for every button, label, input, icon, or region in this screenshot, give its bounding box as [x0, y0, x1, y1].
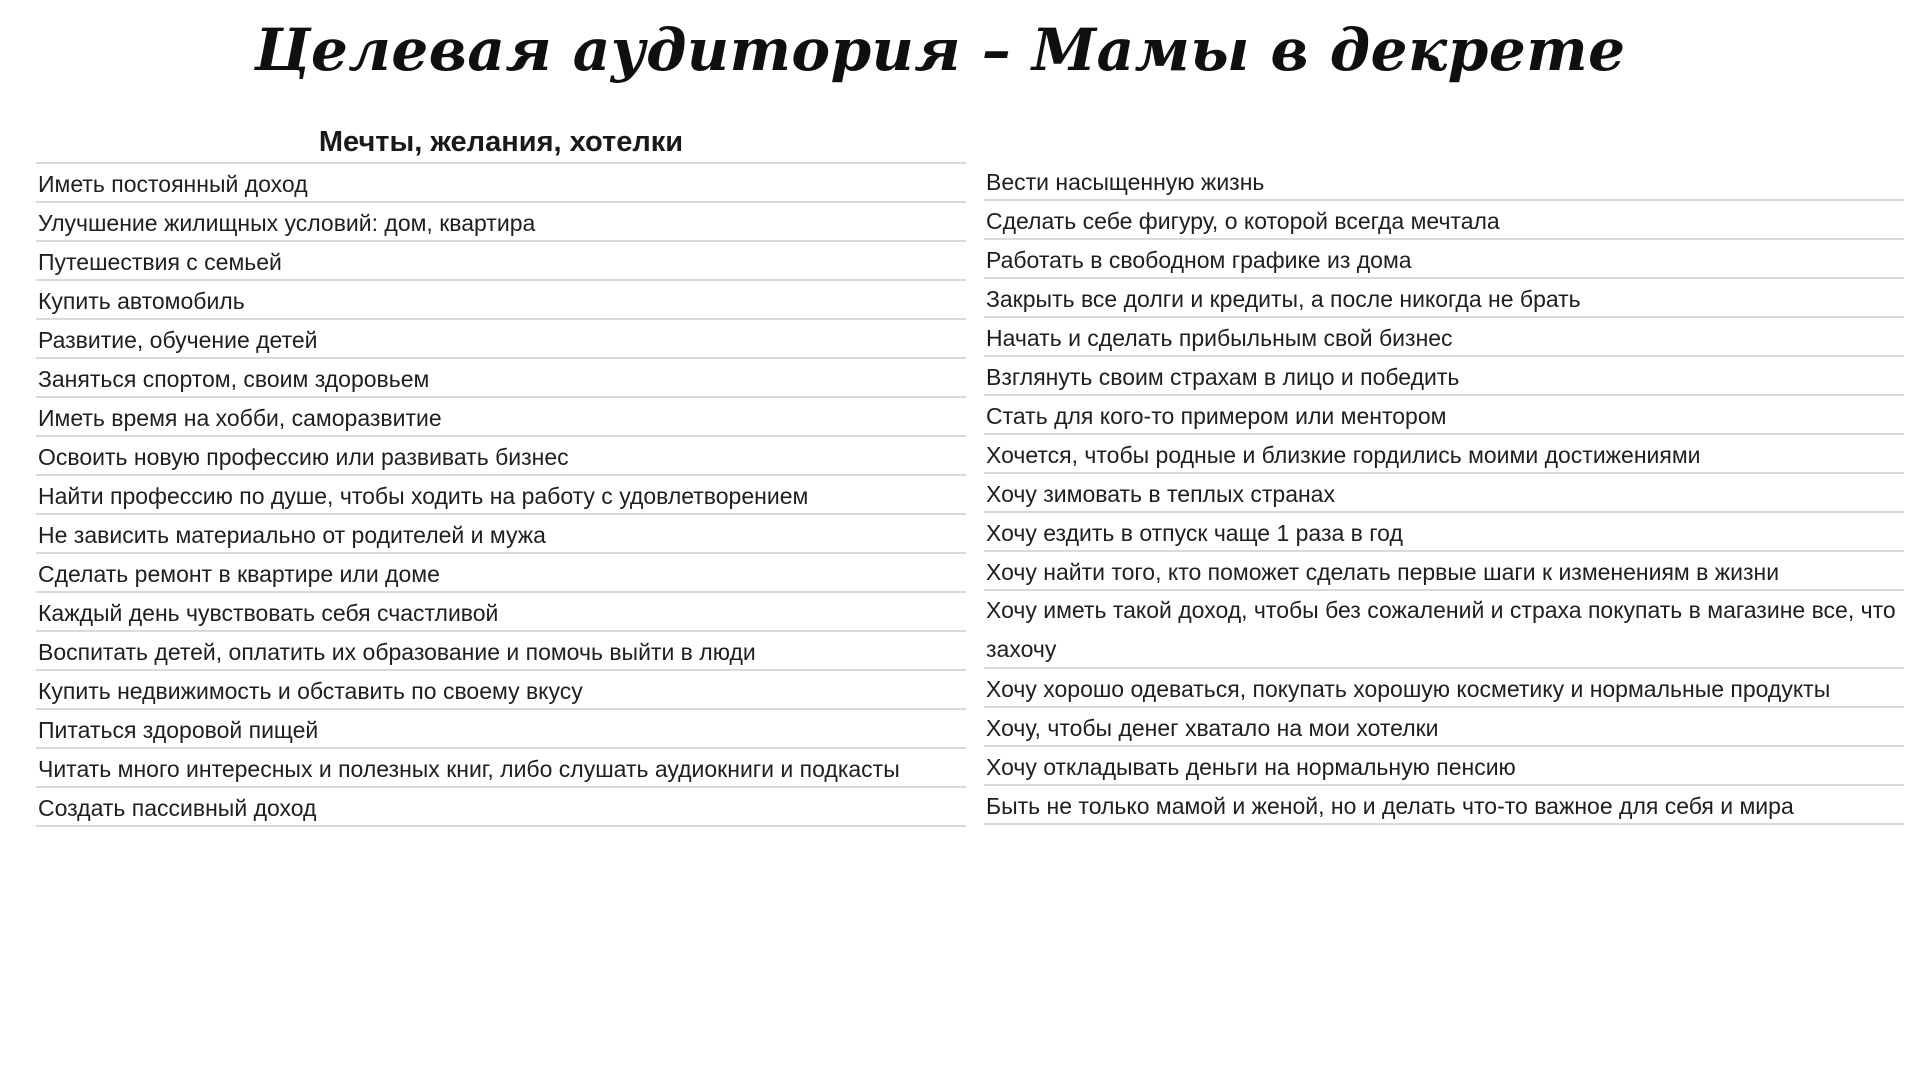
list-item: Вести насыщенную жизнь	[984, 162, 1904, 201]
list-item: Быть не только мамой и женой, но и делать что-то важное для себя и мира	[984, 786, 1904, 825]
list-item: Стать для кого-то примером или ментором	[984, 396, 1904, 435]
list-item: Закрыть все долги и кредиты, а после никогда не брать	[984, 279, 1904, 318]
list-item: Хочу ездить в отпуск чаще 1 раза в год	[984, 513, 1904, 552]
list-item: Хочется, чтобы родные и близкие гордились моими достижениями	[984, 435, 1904, 474]
list-item: Начать и сделать прибыльным свой бизнес	[984, 318, 1904, 357]
list-item: Сделать себе фигуру, о которой всегда мечтала	[984, 201, 1904, 240]
list-item: Заняться спортом, своим здоровьем	[36, 359, 966, 398]
list-item: Хочу зимовать в теплых странах	[984, 474, 1904, 513]
list-item: Купить автомобиль	[36, 281, 966, 320]
list-item: Иметь постоянный доход	[36, 164, 966, 203]
list-item: Хочу иметь такой доход, чтобы без сожалений и страха покупать в магазине все, что захочу	[984, 591, 1904, 669]
slide-title: Целевая аудитория – Мамы в декрете	[254, 16, 1626, 84]
list-item: Читать много интересных и полезных книг, либо слушать аудиокниги и подкасты	[36, 749, 966, 788]
list-item: Хочу хорошо одеваться, покупать хорошую косметику и нормальные продукты	[984, 669, 1904, 708]
section-heading: Мечты, желания, хотелки	[36, 122, 966, 164]
list-item: Хочу откладывать деньги на нормальную пенсию	[984, 747, 1904, 786]
list-item: Купить недвижимость и обставить по своему вкусу	[36, 671, 966, 710]
list-item: Сделать ремонт в квартире или доме	[36, 554, 966, 593]
list-item: Путешествия с семьей	[36, 242, 966, 281]
list-item: Найти профессию по душе, чтобы ходить на работу с удовлетворением	[36, 476, 966, 515]
left-column	[36, 122, 966, 827]
list-item: Не зависить материально от родителей и мужа	[36, 515, 966, 554]
list-item: Воспитать детей, оплатить их образование и помочь выйти в люди	[36, 632, 966, 671]
list-item: Хочу, чтобы денег хватало на мои хотелки	[984, 708, 1904, 747]
right-column	[984, 162, 1904, 825]
list-item: Улучшение жилищных условий: дом, квартира	[36, 203, 966, 242]
list-item: Развитие, обучение детей	[36, 320, 966, 359]
list-item: Питаться здоровой пищей	[36, 710, 966, 749]
list-item: Освоить новую профессию или развивать бизнес	[36, 437, 966, 476]
dreams-list-left	[36, 164, 966, 827]
dreams-list-right	[984, 162, 1904, 825]
list-item: Иметь время на хобби, саморазвитие	[36, 398, 966, 437]
list-item: Работать в свободном графике из дома	[984, 240, 1904, 279]
list-item: Каждый день чувствовать себя счастливой	[36, 593, 966, 632]
list-item: Создать пассивный доход	[36, 788, 966, 827]
list-item: Хочу найти того, кто поможет сделать первые шаги к изменениям в жизни	[984, 552, 1904, 591]
list-item: Взглянуть своим страхам в лицо и победить	[984, 357, 1904, 396]
